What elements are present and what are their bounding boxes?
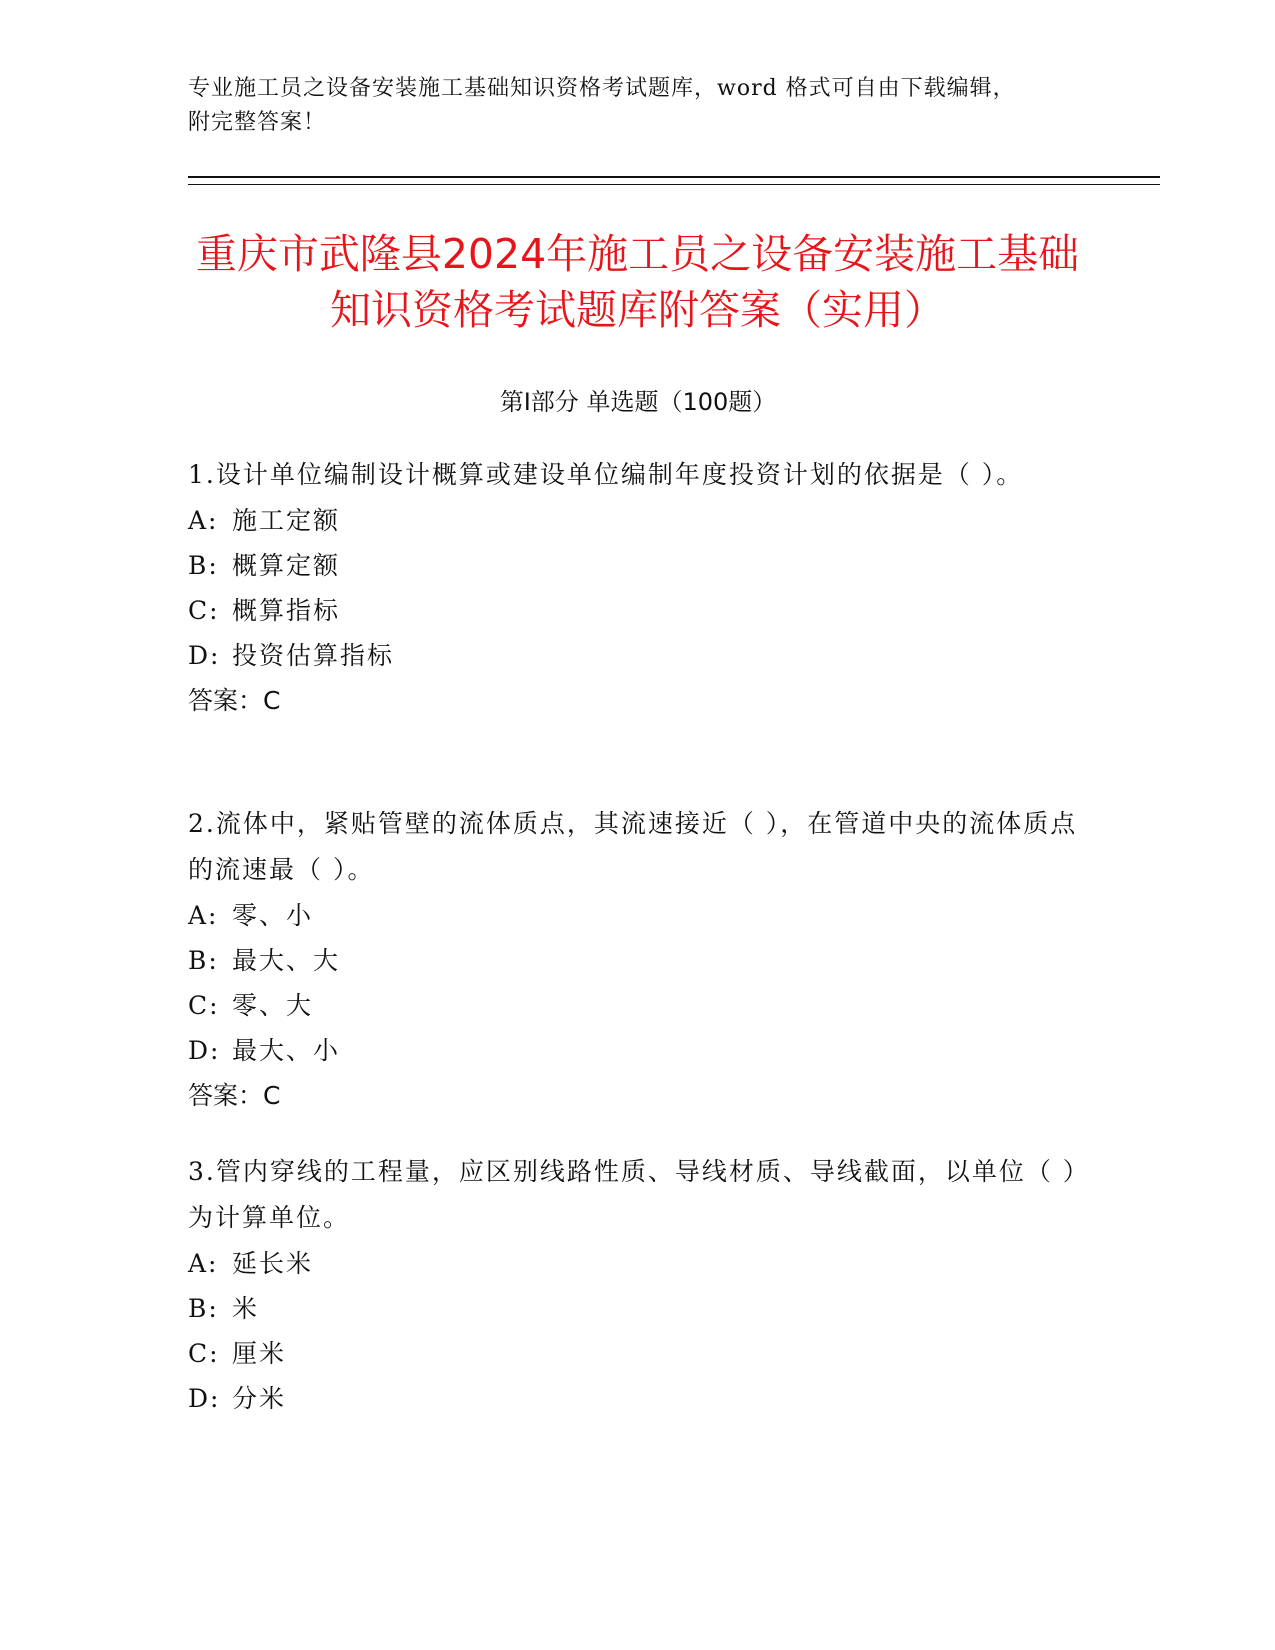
option-text: 概算指标 [232, 596, 341, 625]
option-text: 延长米 [232, 1249, 314, 1278]
question-2 [188, 801, 1078, 1118]
option-text: 分米 [232, 1384, 287, 1413]
header-note-line-1: 专业施工员之设备安装施工基础知识资格考试题库，word 格式可自由下载编辑， [188, 76, 1016, 101]
option-text: 米 [232, 1294, 260, 1323]
header-note [188, 72, 1088, 140]
option-a [188, 498, 1078, 543]
option-letter: D: [188, 1384, 221, 1413]
option-a [188, 1241, 1078, 1286]
option-c [188, 1331, 1078, 1376]
option-text: 厘米 [232, 1339, 287, 1368]
option-c [188, 588, 1078, 633]
option-text: 概算定额 [232, 551, 341, 580]
option-text: 最大、大 [232, 946, 341, 975]
question-3 [188, 1149, 1078, 1421]
question-1 [188, 452, 1078, 723]
option-d [188, 633, 1078, 678]
option-letter: B: [188, 946, 219, 975]
option-c [188, 983, 1078, 1028]
option-b [188, 1286, 1078, 1331]
option-text: 投资估算指标 [232, 641, 395, 670]
option-letter: C: [188, 596, 220, 625]
option-d [188, 1028, 1078, 1073]
option-letter: D: [188, 1036, 221, 1065]
header-divider [188, 176, 1160, 185]
header-note-line-2: 附完整答案！ [188, 110, 327, 135]
option-letter: B: [188, 1294, 219, 1323]
option-letter: A: [188, 1249, 219, 1278]
option-text: 零、大 [232, 991, 314, 1020]
option-d [188, 1376, 1078, 1421]
section-title: 第Ⅰ部分 单选题（100题） [499, 388, 777, 416]
option-letter: C: [188, 991, 220, 1020]
option-b [188, 543, 1078, 588]
option-letter: D: [188, 641, 221, 670]
question-stem: 3.管内穿线的工程量，应区别线路性质、导线材质、导线截面，以单位（ ）为计算单位。 [188, 1157, 1078, 1232]
option-letter: B: [188, 551, 219, 580]
option-text: 最大、小 [232, 1036, 341, 1065]
option-text: 零、小 [232, 901, 314, 930]
option-a [188, 893, 1078, 938]
question-stem: 1.设计单位编制设计概算或建设单位编制年度投资计划的依据是（ ）。 [188, 460, 1024, 489]
option-letter: A: [188, 901, 219, 930]
option-letter: C: [188, 1339, 220, 1368]
answer-label: 答案：C [188, 686, 281, 715]
answer-label: 答案：C [188, 1081, 281, 1110]
question-stem: 2.流体中，紧贴管壁的流体质点，其流速接近（ ），在管道中央的流体质点的流速最（ ）。 [188, 809, 1078, 884]
option-text: 施工定额 [232, 506, 341, 535]
option-b [188, 938, 1078, 983]
option-letter: A: [188, 506, 219, 535]
document-title: 重庆市武隆县2024年施工员之设备安装施工基础知识资格考试题库附答案（实用） [195, 230, 1080, 334]
